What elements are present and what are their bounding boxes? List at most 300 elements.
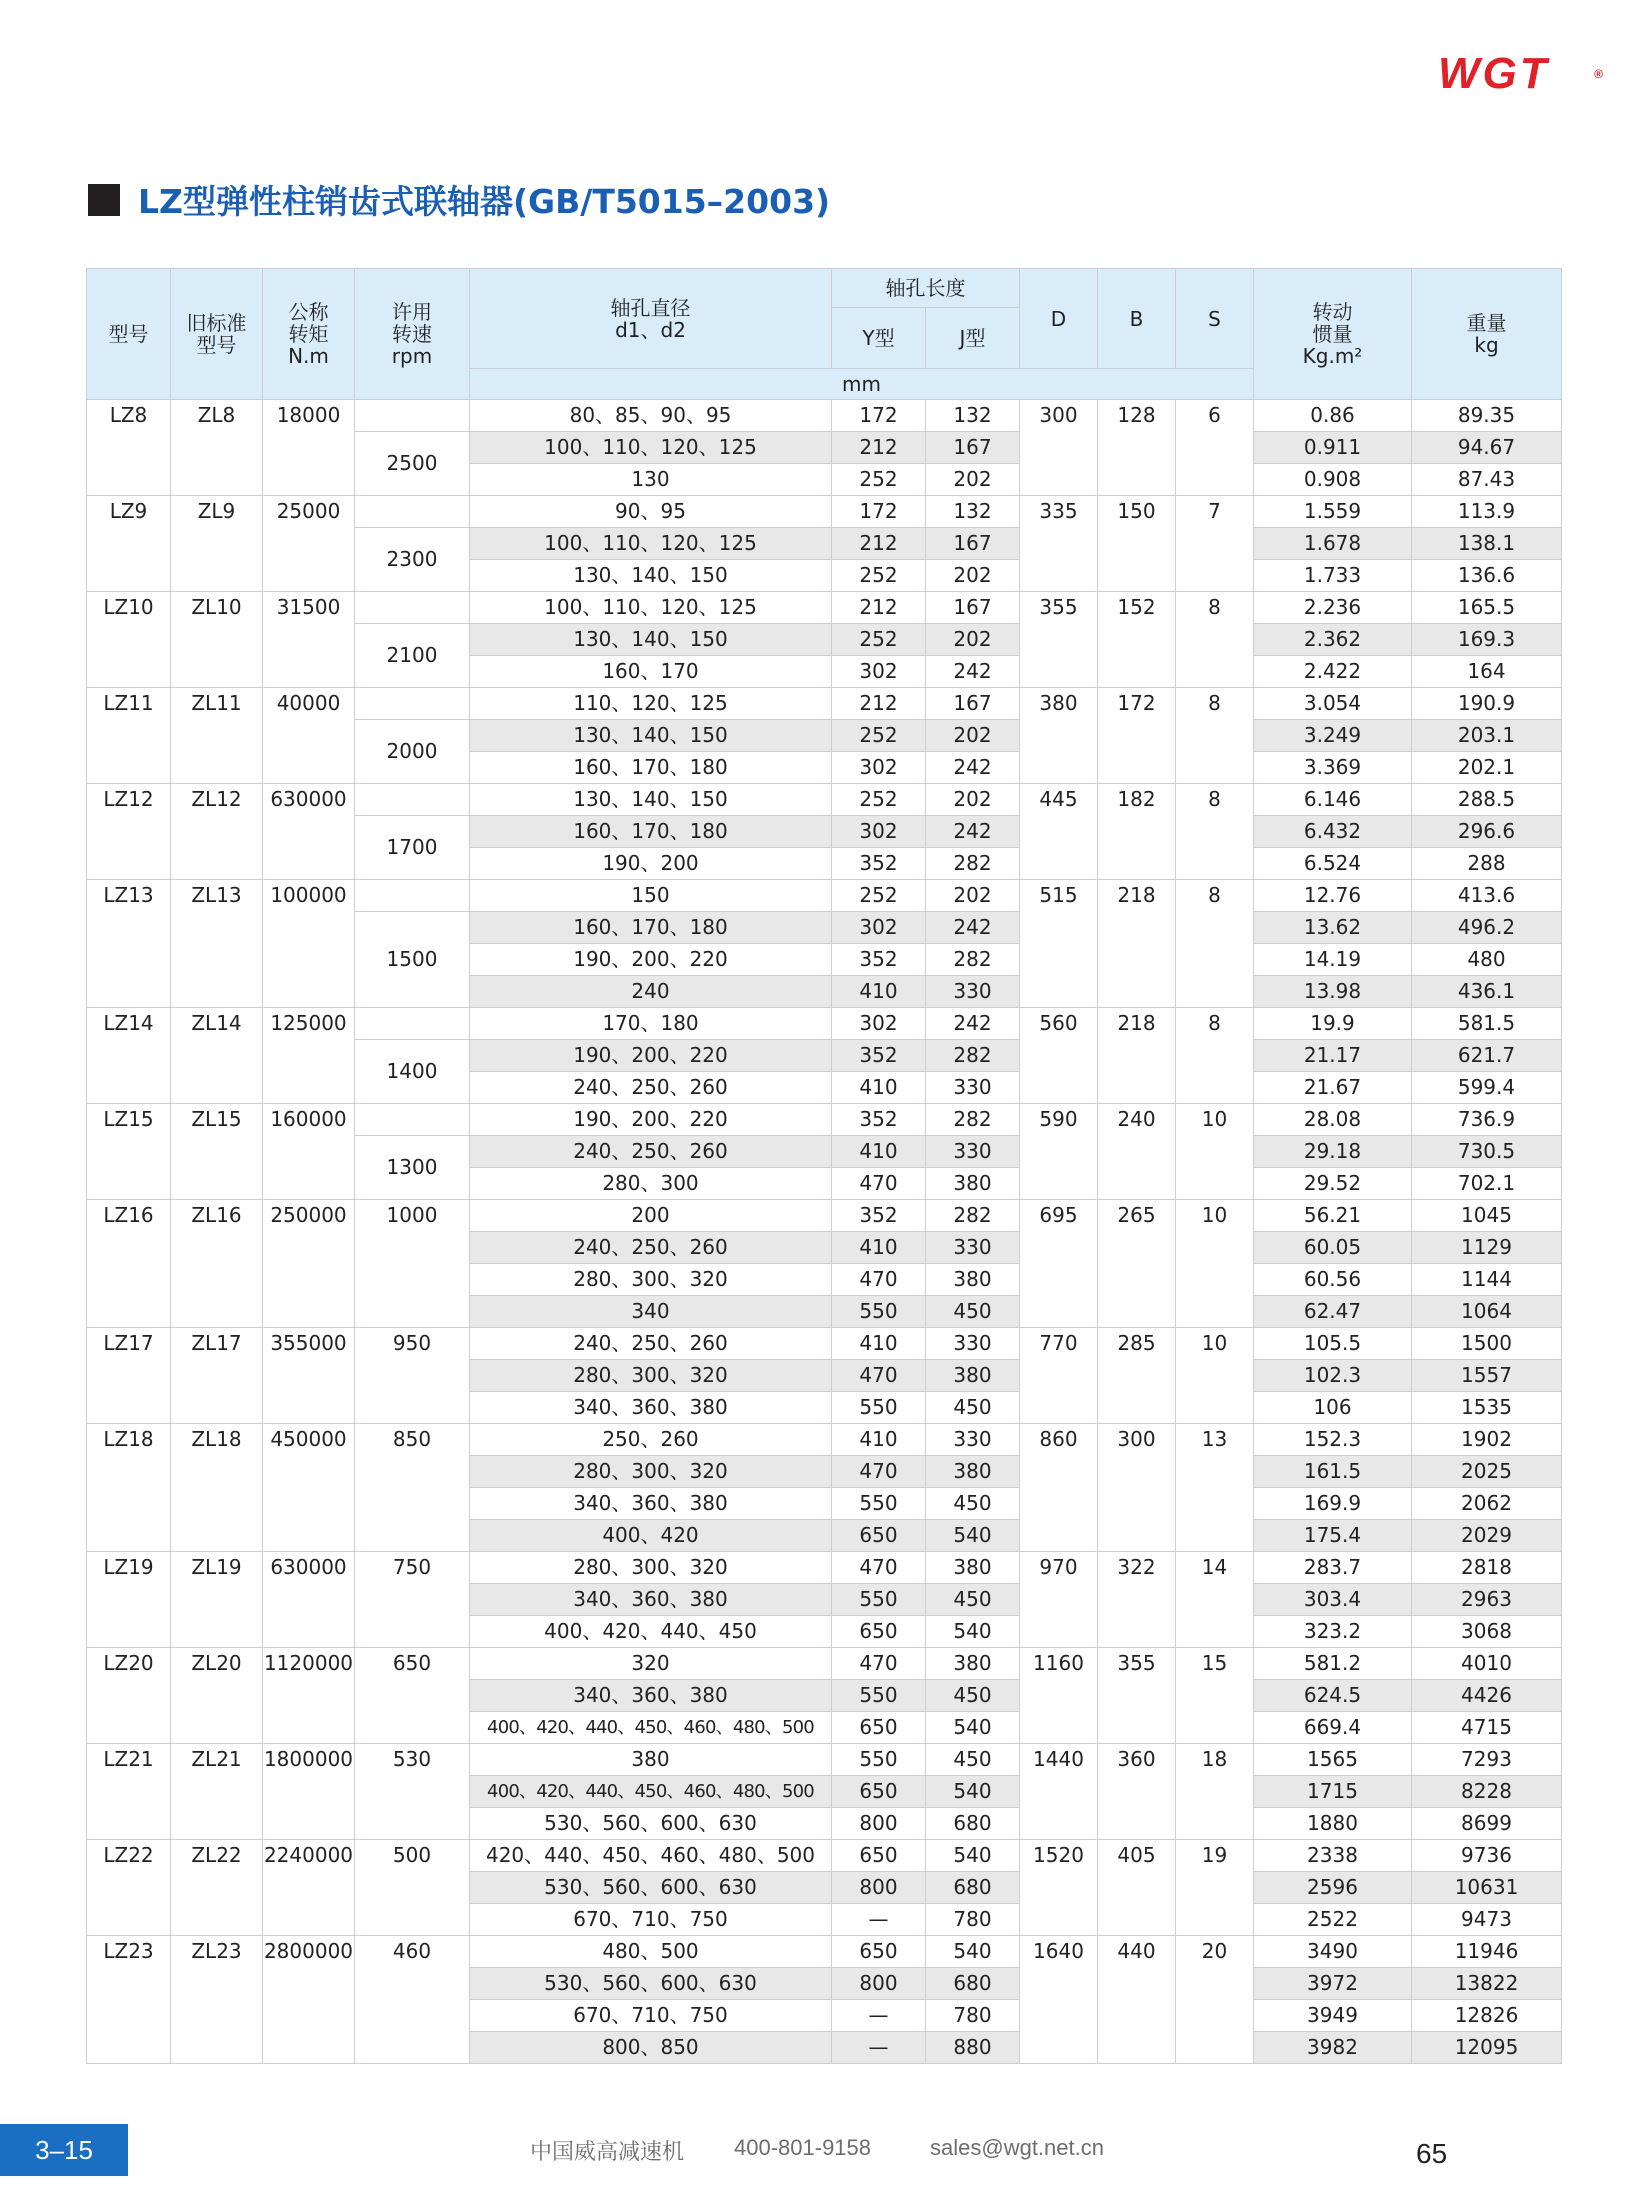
cell-old-model: ZL8 [171, 400, 263, 496]
cell-bore-diameter: 240、250、260 [470, 1328, 832, 1360]
cell-j-length: 680 [926, 1872, 1020, 1904]
cell-j-length: 167 [926, 528, 1020, 560]
cell-y-length: 550 [832, 1584, 926, 1616]
cell-y-length: 650 [832, 1840, 926, 1872]
cell-inertia: 1.678 [1254, 528, 1412, 560]
cell-bore-diameter: 530、560、600、630 [470, 1968, 832, 2000]
cell-s: 8 [1176, 592, 1254, 688]
cell-j-length: 202 [926, 880, 1020, 912]
cell-y-length: 650 [832, 1616, 926, 1648]
cell-weight: 621.7 [1412, 1040, 1562, 1072]
cell-bore-diameter: 400、420、440、450 [470, 1616, 832, 1648]
cell-j-length: 330 [926, 1232, 1020, 1264]
cell-y-length: 252 [832, 720, 926, 752]
cell-model: LZ16 [87, 1200, 171, 1328]
cell-y-length: 302 [832, 912, 926, 944]
cell-weight: 496.2 [1412, 912, 1562, 944]
cell-inertia: 669.4 [1254, 1712, 1412, 1744]
cell-s: 8 [1176, 880, 1254, 1008]
cell-model: LZ9 [87, 496, 171, 592]
registered-mark: ® [1594, 67, 1603, 81]
cell-j-length: 167 [926, 688, 1020, 720]
cell-j-length: 282 [926, 1104, 1020, 1136]
cell-s: 13 [1176, 1424, 1254, 1552]
cell-inertia: 13.98 [1254, 976, 1412, 1008]
cell-j-length: 242 [926, 912, 1020, 944]
cell-j-length: 282 [926, 944, 1020, 976]
cell-bore-diameter: 190、200 [470, 848, 832, 880]
cell-j-length: 242 [926, 752, 1020, 784]
page-title: LZ型弹性柱销齿式联轴器(GB/T5015–2003) [138, 182, 831, 221]
cell-b: 128 [1098, 400, 1176, 496]
cell-old-model: ZL18 [171, 1424, 263, 1552]
cell-weight: 1144 [1412, 1264, 1562, 1296]
cell-weight: 480 [1412, 944, 1562, 976]
cell-bore-diameter: 240、250、260 [470, 1232, 832, 1264]
cell-s: 10 [1176, 1104, 1254, 1200]
cell-b: 172 [1098, 688, 1176, 784]
cell-bore-diameter: 240 [470, 976, 832, 1008]
cell-weight: 2062 [1412, 1488, 1562, 1520]
cell-weight: 736.9 [1412, 1104, 1562, 1136]
cell-bore-diameter: 420、440、450、460、480、500 [470, 1840, 832, 1872]
cell-weight: 12095 [1412, 2032, 1562, 2064]
cell-bore-diameter: 100、110、120、125 [470, 528, 832, 560]
cell-d: 1640 [1020, 1936, 1098, 2064]
cell-b: 405 [1098, 1840, 1176, 1936]
footer-company: 中国威高减速机 [530, 2140, 685, 2165]
footer-email: sales@wgt.net.cn [930, 2135, 1104, 2160]
cell-model: LZ12 [87, 784, 171, 880]
header-bore-length: 轴孔长度 [832, 269, 1020, 308]
cell-model: LZ18 [87, 1424, 171, 1552]
cell-y-length: 470 [832, 1168, 926, 1200]
cell-y-length: 212 [832, 688, 926, 720]
cell-bore-diameter: 130 [470, 464, 832, 496]
cell-bore-diameter: 530、560、600、630 [470, 1808, 832, 1840]
cell-j-length: 780 [926, 2000, 1020, 2032]
cell-old-model: ZL23 [171, 1936, 263, 2064]
cell-d: 1440 [1020, 1744, 1098, 1840]
cell-bore-diameter: 400、420 [470, 1520, 832, 1552]
cell-inertia: 2.362 [1254, 624, 1412, 656]
cell-model: LZ11 [87, 688, 171, 784]
cell-j-length: 450 [926, 1680, 1020, 1712]
cell-inertia: 106 [1254, 1392, 1412, 1424]
cell-model: LZ13 [87, 880, 171, 1008]
table-row [87, 784, 1562, 816]
cell-bore-diameter: 160、170、180 [470, 912, 832, 944]
cell-y-length: 800 [832, 1808, 926, 1840]
cell-weight: 1902 [1412, 1424, 1562, 1456]
cell-bore-diameter: 280、300、320 [470, 1552, 832, 1584]
cell-weight: 10631 [1412, 1872, 1562, 1904]
cell-model: LZ20 [87, 1648, 171, 1744]
cell-y-length: 352 [832, 1040, 926, 1072]
cell-weight: 9736 [1412, 1840, 1562, 1872]
cell-old-model: ZL9 [171, 496, 263, 592]
cell-inertia: 3982 [1254, 2032, 1412, 2064]
cell-inertia: 60.56 [1254, 1264, 1412, 1296]
cell-d: 335 [1020, 496, 1098, 592]
cell-y-length: 410 [832, 1072, 926, 1104]
cell-torque: 250000 [263, 1200, 355, 1328]
cell-weight: 2029 [1412, 1520, 1562, 1552]
cell-inertia: 1715 [1254, 1776, 1412, 1808]
cell-y-length: 470 [832, 1552, 926, 1584]
cell-weight: 288 [1412, 848, 1562, 880]
cell-weight: 89.35 [1412, 400, 1562, 432]
cell-speed: 460 [355, 1936, 470, 2064]
cell-inertia: 102.3 [1254, 1360, 1412, 1392]
cell-torque: 450000 [263, 1424, 355, 1552]
cell-model: LZ19 [87, 1552, 171, 1648]
cell-inertia: 56.21 [1254, 1200, 1412, 1232]
cell-j-length: 380 [926, 1264, 1020, 1296]
cell-s: 7 [1176, 496, 1254, 592]
cell-bore-diameter: 280、300、320 [470, 1360, 832, 1392]
section-number: 3–15 [0, 2124, 128, 2176]
cell-j-length: 380 [926, 1360, 1020, 1392]
cell-inertia: 152.3 [1254, 1424, 1412, 1456]
cell-b: 285 [1098, 1328, 1176, 1424]
cell-y-length: 172 [832, 400, 926, 432]
cell-y-length: 550 [832, 1488, 926, 1520]
cell-bore-diameter: 240、250、260 [470, 1072, 832, 1104]
cell-bore-diameter: 340、360、380 [470, 1584, 832, 1616]
cell-y-length: — [832, 2032, 926, 2064]
cell-inertia: 19.9 [1254, 1008, 1412, 1040]
cell-torque: 31500 [263, 592, 355, 688]
cell-j-length: 450 [926, 1392, 1020, 1424]
cell-bore-diameter: 100、110、120、125 [470, 592, 832, 624]
cell-weight: 190.9 [1412, 688, 1562, 720]
cell-weight: 164 [1412, 656, 1562, 688]
cell-torque: 630000 [263, 1552, 355, 1648]
cell-weight: 2963 [1412, 1584, 1562, 1616]
cell-s: 8 [1176, 1008, 1254, 1104]
cell-s: 19 [1176, 1840, 1254, 1936]
cell-y-length: — [832, 2000, 926, 2032]
cell-weight: 1557 [1412, 1360, 1562, 1392]
cell-weight: 8699 [1412, 1808, 1562, 1840]
table-row [87, 1552, 1562, 1584]
cell-weight: 202.1 [1412, 752, 1562, 784]
cell-speed: 650 [355, 1648, 470, 1744]
cell-torque: 630000 [263, 784, 355, 880]
cell-old-model: ZL12 [171, 784, 263, 880]
cell-speed: 1700 [355, 816, 470, 880]
header-weight: 重量 kg [1412, 269, 1562, 400]
cell-weight: 702.1 [1412, 1168, 1562, 1200]
cell-weight: 581.5 [1412, 1008, 1562, 1040]
cell-inertia: 1.733 [1254, 560, 1412, 592]
cell-speed: 2000 [355, 720, 470, 784]
header-b: B [1098, 269, 1176, 369]
cell-y-length: 470 [832, 1456, 926, 1488]
cell-weight: 1535 [1412, 1392, 1562, 1424]
cell-j-length: 330 [926, 1136, 1020, 1168]
cell-bore-diameter: 670、710、750 [470, 2000, 832, 2032]
cell-j-length: 242 [926, 656, 1020, 688]
cell-bore-diameter: 800、850 [470, 2032, 832, 2064]
cell-inertia: 3490 [1254, 1936, 1412, 1968]
cell-inertia: 6.432 [1254, 816, 1412, 848]
cell-y-length: 212 [832, 592, 926, 624]
cell-inertia: 283.7 [1254, 1552, 1412, 1584]
cell-inertia: 13.62 [1254, 912, 1412, 944]
cell-bore-diameter: 480、500 [470, 1936, 832, 1968]
cell-s: 10 [1176, 1328, 1254, 1424]
cell-bore-diameter: 670、710、750 [470, 1904, 832, 1936]
cell-inertia: 29.18 [1254, 1136, 1412, 1168]
table-row [87, 496, 1562, 528]
table-row [87, 1008, 1562, 1040]
cell-bore-diameter: 130、140、150 [470, 560, 832, 592]
cell-torque: 125000 [263, 1008, 355, 1104]
cell-d: 355 [1020, 592, 1098, 688]
cell-inertia: 3.369 [1254, 752, 1412, 784]
cell-weight: 8228 [1412, 1776, 1562, 1808]
header-d: D [1020, 269, 1098, 369]
cell-torque: 100000 [263, 880, 355, 1008]
cell-speed: 2500 [355, 432, 470, 496]
cell-bore-diameter: 150 [470, 880, 832, 912]
cell-bore-diameter: 200 [470, 1200, 832, 1232]
cell-b: 440 [1098, 1936, 1176, 2064]
cell-inertia: 169.9 [1254, 1488, 1412, 1520]
cell-inertia: 0.911 [1254, 432, 1412, 464]
cell-j-length: 780 [926, 1904, 1020, 1936]
table-row [87, 400, 1562, 432]
cell-d: 300 [1020, 400, 1098, 496]
cell-weight: 1129 [1412, 1232, 1562, 1264]
header-j-type: J型 [926, 308, 1020, 369]
cell-j-length: 540 [926, 1936, 1020, 1968]
cell-bore-diameter: 130、140、150 [470, 720, 832, 752]
cell-y-length: 352 [832, 1104, 926, 1136]
cell-speed: 1300 [355, 1136, 470, 1200]
cell-j-length: 450 [926, 1744, 1020, 1776]
table-row [87, 592, 1562, 624]
cell-inertia: 3972 [1254, 1968, 1412, 2000]
cell-bore-diameter: 160、170、180 [470, 816, 832, 848]
cell-inertia: 3949 [1254, 2000, 1412, 2032]
cell-weight: 113.9 [1412, 496, 1562, 528]
cell-inertia: 581.2 [1254, 1648, 1412, 1680]
cell-weight: 87.43 [1412, 464, 1562, 496]
cell-inertia: 0.908 [1254, 464, 1412, 496]
cell-inertia: 175.4 [1254, 1520, 1412, 1552]
cell-y-length: 172 [832, 496, 926, 528]
cell-d: 590 [1020, 1104, 1098, 1200]
cell-d: 515 [1020, 880, 1098, 1008]
cell-d: 1160 [1020, 1648, 1098, 1744]
cell-j-length: 540 [926, 1712, 1020, 1744]
cell-d: 380 [1020, 688, 1098, 784]
cell-j-length: 282 [926, 1040, 1020, 1072]
cell-bore-diameter: 110、120、125 [470, 688, 832, 720]
cell-y-length: 410 [832, 976, 926, 1008]
cell-speed: 530 [355, 1744, 470, 1840]
cell-y-length: 252 [832, 880, 926, 912]
cell-old-model: ZL10 [171, 592, 263, 688]
cell-speed: 2300 [355, 528, 470, 592]
cell-weight: 1500 [1412, 1328, 1562, 1360]
cell-inertia: 14.19 [1254, 944, 1412, 976]
cell-y-length: 410 [832, 1136, 926, 1168]
cell-inertia: 21.67 [1254, 1072, 1412, 1104]
cell-speed-blank [355, 400, 470, 432]
cell-y-length: 470 [832, 1360, 926, 1392]
cell-j-length: 167 [926, 592, 1020, 624]
cell-speed-blank [355, 496, 470, 528]
cell-y-length: 212 [832, 432, 926, 464]
header-s: S [1176, 269, 1254, 369]
cell-s: 18 [1176, 1744, 1254, 1840]
cell-j-length: 680 [926, 1968, 1020, 2000]
cell-torque: 355000 [263, 1328, 355, 1424]
cell-inertia: 3.249 [1254, 720, 1412, 752]
cell-speed-blank [355, 880, 470, 912]
cell-inertia: 0.86 [1254, 400, 1412, 432]
cell-speed-blank [355, 784, 470, 816]
cell-speed-blank [355, 592, 470, 624]
cell-j-length: 282 [926, 848, 1020, 880]
cell-j-length: 202 [926, 464, 1020, 496]
cell-weight: 4010 [1412, 1648, 1562, 1680]
cell-torque: 160000 [263, 1104, 355, 1200]
cell-j-length: 202 [926, 624, 1020, 656]
cell-old-model: ZL22 [171, 1840, 263, 1936]
cell-speed: 500 [355, 1840, 470, 1936]
cell-bore-diameter: 340、360、380 [470, 1680, 832, 1712]
title-square-icon [88, 184, 120, 216]
cell-y-length: 550 [832, 1744, 926, 1776]
cell-bore-diameter: 90、95 [470, 496, 832, 528]
cell-weight: 730.5 [1412, 1136, 1562, 1168]
cell-y-length: 550 [832, 1392, 926, 1424]
cell-y-length: 302 [832, 1008, 926, 1040]
cell-b: 218 [1098, 880, 1176, 1008]
cell-d: 560 [1020, 1008, 1098, 1104]
cell-y-length: 252 [832, 464, 926, 496]
cell-bore-diameter: 340 [470, 1296, 832, 1328]
cell-j-length: 380 [926, 1168, 1020, 1200]
table-row [87, 1328, 1562, 1360]
cell-torque: 2240000 [263, 1840, 355, 1936]
cell-speed: 850 [355, 1424, 470, 1552]
cell-weight: 12826 [1412, 2000, 1562, 2032]
cell-bore-diameter: 130、140、150 [470, 784, 832, 816]
cell-weight: 169.3 [1412, 624, 1562, 656]
cell-weight: 2818 [1412, 1552, 1562, 1584]
cell-y-length: 650 [832, 1776, 926, 1808]
cell-s: 8 [1176, 784, 1254, 880]
cell-j-length: 242 [926, 816, 1020, 848]
header-speed: 许用 转速 rpm [355, 269, 470, 400]
cell-model: LZ15 [87, 1104, 171, 1200]
cell-bore-diameter: 160、170 [470, 656, 832, 688]
cell-j-length: 540 [926, 1520, 1020, 1552]
cell-speed-blank [355, 1008, 470, 1040]
cell-torque: 1800000 [263, 1744, 355, 1840]
cell-model: LZ14 [87, 1008, 171, 1104]
cell-old-model: ZL13 [171, 880, 263, 1008]
cell-inertia: 2596 [1254, 1872, 1412, 1904]
cell-s: 6 [1176, 400, 1254, 496]
coupling-spec-table [86, 268, 1562, 2064]
cell-b: 240 [1098, 1104, 1176, 1200]
cell-bore-diameter: 530、560、600、630 [470, 1872, 832, 1904]
cell-y-length: 650 [832, 1712, 926, 1744]
cell-j-length: 330 [926, 1424, 1020, 1456]
cell-y-length: 302 [832, 656, 926, 688]
cell-j-length: 380 [926, 1552, 1020, 1584]
cell-old-model: ZL15 [171, 1104, 263, 1200]
cell-weight: 136.6 [1412, 560, 1562, 592]
cell-inertia: 21.17 [1254, 1040, 1412, 1072]
cell-inertia: 105.5 [1254, 1328, 1412, 1360]
cell-y-length: 352 [832, 1200, 926, 1232]
cell-speed-blank [355, 1104, 470, 1136]
cell-speed: 1500 [355, 912, 470, 1008]
cell-speed: 950 [355, 1328, 470, 1424]
cell-model: LZ17 [87, 1328, 171, 1424]
cell-bore-diameter: 280、300 [470, 1168, 832, 1200]
cell-s: 14 [1176, 1552, 1254, 1648]
cell-j-length: 880 [926, 2032, 1020, 2064]
cell-b: 355 [1098, 1648, 1176, 1744]
cell-torque: 1120000 [263, 1648, 355, 1744]
cell-inertia: 624.5 [1254, 1680, 1412, 1712]
cell-bore-diameter: 400、420、440、450、460、480、500 [470, 1712, 832, 1744]
cell-bore-diameter: 240、250、260 [470, 1136, 832, 1168]
logo-text: WGT [1438, 49, 1550, 98]
cell-b: 265 [1098, 1200, 1176, 1328]
cell-y-length: 212 [832, 528, 926, 560]
cell-y-length: 252 [832, 560, 926, 592]
cell-weight: 413.6 [1412, 880, 1562, 912]
cell-y-length: 252 [832, 624, 926, 656]
cell-inertia: 2.422 [1254, 656, 1412, 688]
cell-j-length: 540 [926, 1776, 1020, 1808]
cell-weight: 436.1 [1412, 976, 1562, 1008]
cell-d: 770 [1020, 1328, 1098, 1424]
cell-model: LZ8 [87, 400, 171, 496]
cell-bore-diameter: 190、200、220 [470, 1104, 832, 1136]
cell-bore-diameter: 100、110、120、125 [470, 432, 832, 464]
cell-b: 218 [1098, 1008, 1176, 1104]
cell-bore-diameter: 280、300、320 [470, 1456, 832, 1488]
cell-d: 970 [1020, 1552, 1098, 1648]
cell-speed: 750 [355, 1552, 470, 1648]
cell-inertia: 3.054 [1254, 688, 1412, 720]
header-old-model: 旧标准 型号 [171, 269, 263, 400]
table-row [87, 880, 1562, 912]
cell-y-length: 550 [832, 1680, 926, 1712]
header-torque: 公称 转矩 N.m [263, 269, 355, 400]
header-y-type: Y型 [832, 308, 926, 369]
cell-j-length: 540 [926, 1616, 1020, 1648]
cell-b: 322 [1098, 1552, 1176, 1648]
table-row [87, 1424, 1562, 1456]
cell-inertia: 303.4 [1254, 1584, 1412, 1616]
cell-bore-diameter: 320 [470, 1648, 832, 1680]
cell-y-length: 410 [832, 1424, 926, 1456]
cell-b: 182 [1098, 784, 1176, 880]
cell-y-length: 650 [832, 1936, 926, 1968]
